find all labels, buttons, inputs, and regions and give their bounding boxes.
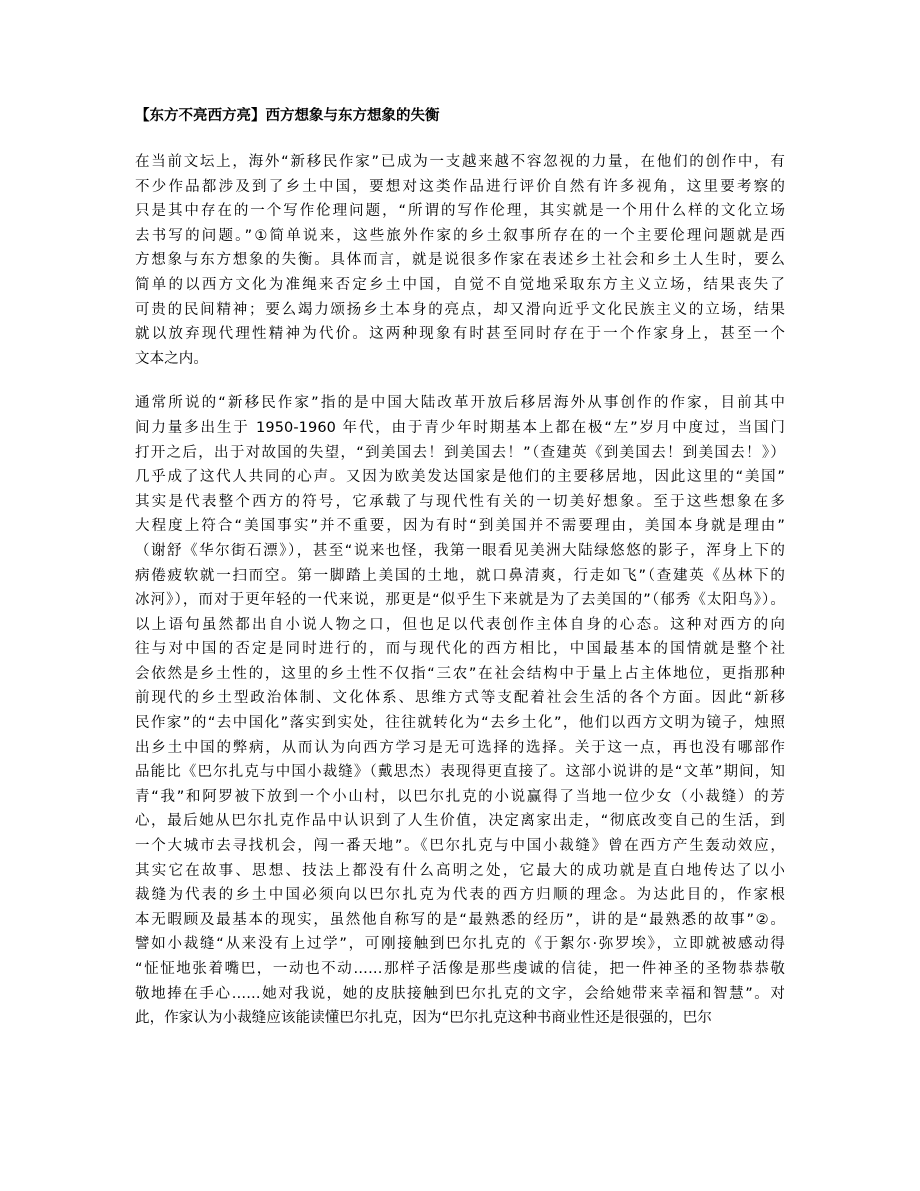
text-line: 民作家”的“去中国化”落实到实处，往往就转化为“去乡土化”，他们以西方文明为镜子，烛照 xyxy=(135,715,785,732)
document-title: 【东方不亮西方亮】西方想象与东方想象的失衡 xyxy=(135,108,440,124)
text-line: 病倦疲软就一扫而空。第一脚踏上美国的土地，就口鼻清爽，行走如飞”（查建英《丛林下的 xyxy=(135,567,785,584)
text-line: “怔怔地张着嘴巴，一动也不动……那样子活像是那些虔诚的信徒，把一件神圣的圣物恭恭敬 xyxy=(135,961,785,977)
text-line: 以上语句虽然都出自小说人物之口，但也足以代表创作主体自身的心态。这种对西方的向 xyxy=(135,616,785,633)
paragraph xyxy=(135,150,785,371)
text-line: 其实它在故事、思想、技法上都没有什么高明之处，它最大的成功就是直白地传达了以小 xyxy=(135,862,785,879)
text-line: 间力量多出生于 1950-1960 年代，由于青少年时期基本上都在极“左”岁月中度过，当国门 xyxy=(135,419,785,436)
text-line: 只是其中存在的一个写作伦理问题，“所谓的写作伦理，其实就是一个用什么样的文化立场 xyxy=(135,203,785,220)
text-line: 冰河》），而对于更年轻的一代来说，那更是“似乎生下来就是为了去美国的”（郁秀《太阳鸟》）。 xyxy=(135,592,785,609)
text-line: 本无暇顾及最基本的现实，虽然他自称写的是“最熟悉的经历”，讲的是“最熟悉的故事”②。 xyxy=(135,911,785,928)
paragraph xyxy=(135,391,785,1030)
text-line: 前现代的乡土型政治体制、文化体系、思维方式等支配着社会生活的各个方面。因此“新移 xyxy=(135,690,785,707)
text-line: 方想象与东方想象的失衡。具体而言，就是说很多作家在表述乡土社会和乡土人生时，要么 xyxy=(135,252,785,269)
text-line: 打开之后，出于对故国的失望，“到美国去！到美国去！”（查建英《到美国去！到美国去！》） xyxy=(135,444,785,461)
text-line: （谢舒《华尔街石漂》），甚至“说来也怪，我第一眼看见美洲大陆绿悠悠的影子，浑身上下的 xyxy=(135,542,785,559)
text-line: 在当前文坛上，海外“新移民作家”已成为一支越来越不容忽视的力量，在他们的创作中，有 xyxy=(135,154,785,170)
text-line: 裁缝为代表的乡土中国必须向以巴尔扎克为代表的西方归顺的理念。为达此目的，作家根 xyxy=(135,887,785,904)
text-line: 一个大城市去寻找机会，闯一番天地”。《巴尔扎克与中国小裁缝》曾在西方产生轰动效应， xyxy=(135,838,785,855)
text-line: 心，最后她从巴尔扎克作品中认识到了人生价值，决定离家出走，“彻底改变自己的生活，到 xyxy=(135,813,785,830)
text-line: 往与对中国的否定是同时进行的，而与现代化的西方相比，中国最基本的国情就是整个社 xyxy=(135,641,785,658)
text-line: 会依然是乡土性的，这里的乡土性不仅指“三农”在社会结构中于量上占主体地位，更指那种 xyxy=(135,665,785,682)
text-line: 可贵的民间精神；要么竭力颂扬乡土本身的亮点，却又滑向近乎文化民族主义的立场，结果 xyxy=(135,301,785,318)
text-line: 文本之内。 xyxy=(135,350,208,367)
text-line: 敬地捧在手心……她对我说，她的皮肤接触到巴尔扎克的文字，会给她带来幸福和智慧”。对 xyxy=(135,985,785,1002)
text-line: 青“我”和阿罗被下放到一个小山村，以巴尔扎克的小说赢得了当地一位少女（小裁缝）的芳 xyxy=(135,788,785,805)
text-line: 譬如小裁缝“从来没有上过学”，可刚接触到巴尔扎克的《于絮尔·弥罗埃》，立即就被感动得 xyxy=(135,936,785,953)
text-line: 品能比《巴尔扎克与中国小裁缝》（戴思杰）表现得更直接了。这部小说讲的是“文革”期间，知 xyxy=(135,764,785,781)
text-line: 不少作品都涉及到了乡土中国，要想对这类作品进行评价自然有许多视角，这里要考察的 xyxy=(135,178,785,195)
text-line: 去书写的问题。”①简单说来，这些旅外作家的乡土叙事所存在的一个主要伦理问题就是西 xyxy=(135,227,785,244)
text-line: 通常所说的“新移民作家”指的是中国大陆改革开放后移居海外从事创作的作家，目前其中 xyxy=(135,395,785,412)
document-page xyxy=(135,104,785,1051)
text-line: 几乎成了这代人共同的心声。又因为欧美发达国家是他们的主要移居地，因此这里的“美国” xyxy=(135,469,785,486)
text-line: 简单的以西方文化为准绳来否定乡土中国，自觉不自觉地采取东方主义立场，结果丧失了 xyxy=(135,276,785,293)
text-line: 此，作家认为小裁缝应该能读懂巴尔扎克，因为“巴尔扎克这种书商业性还是很强的，巴尔 xyxy=(135,1010,713,1027)
text-line: 大程度上符合“美国事实”并不重要，因为有时“到美国并不需要理由，美国本身就是理由” xyxy=(135,518,785,535)
text-line: 就以放弃现代理性精神为代价。这两种现象有时甚至同时存在于一个作家身上，甚至一个 xyxy=(135,326,785,343)
text-line: 出乡土中国的弊病，从而认为向西方学习是无可选择的选择。关于这一点，再也没有哪部作 xyxy=(135,739,785,756)
text-line: 其实是代表整个西方的符号，它承载了与现代性有关的一切美好想象。至于这些想象在多 xyxy=(135,493,785,510)
document-body xyxy=(135,150,785,1031)
